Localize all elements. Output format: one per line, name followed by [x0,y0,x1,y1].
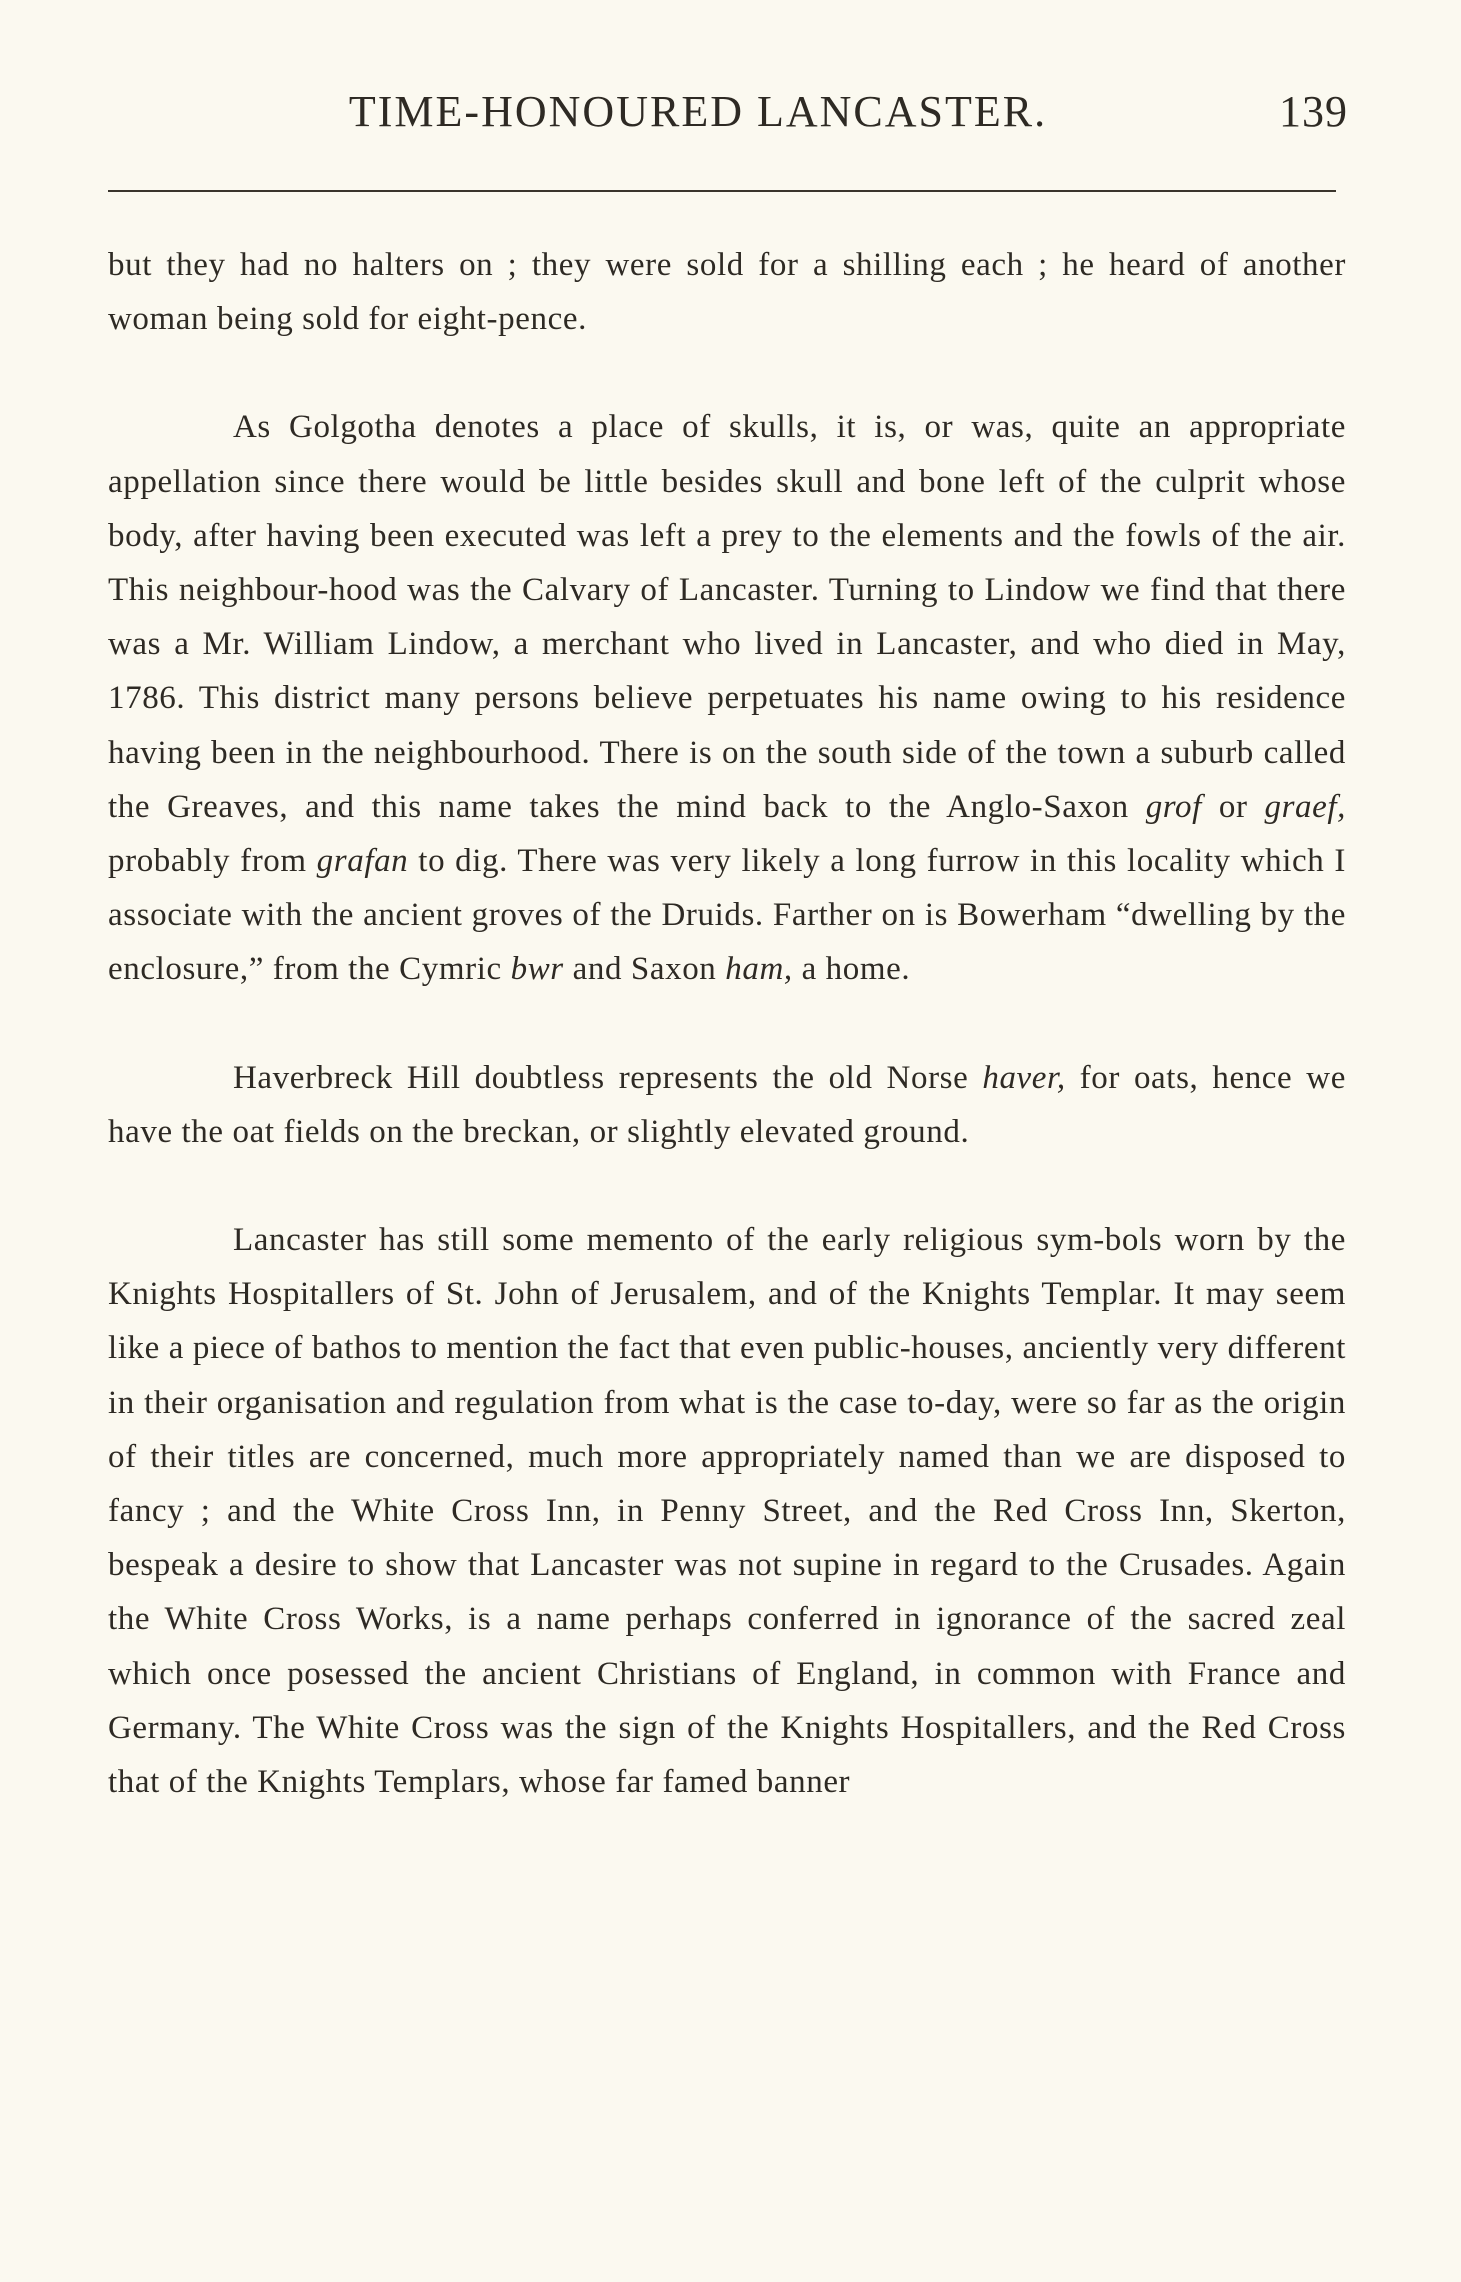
text-run: probably from [108,843,317,880]
body-text [108,238,1346,1809]
italic-term: grafan [316,843,409,880]
italic-term: grof [1145,788,1202,825]
page-number: 139 [1279,87,1348,136]
italic-term: haver, [982,1059,1066,1096]
italic-term: graef, [1264,788,1347,825]
text-run: Lancaster has still some memento of the early religious sym-bols worn by the Knights Hospitallers of St. John of Jerusalem, and of the Knights Templar. It may seem like a piece of bathos to mention the fact that even public-houses, anciently very different in their organisation and regulation from what is the case to-day, were so far as the origin of their titles are concerned, much more appropriately named than we are disposed to fancy ; and the White Cross Inn, in Penny Street, and the Red Cross Inn, Skerton, bespeak a desire to show that Lancaster was not supine in regard to the Crusades. Again the White Cross Works, is a name perhaps conferred in ignorance of the sacred zeal which once posessed the ancient Christians of England, in common with France and Germany. The White Cross was the sign of the Knights Hospitallers, and the Red Cross that of the Knights Templars, whose far famed banner [108,1222,1346,1801]
text-run: but they had no halters on ; they were sold for a shilling each ; he heard of another woman being sold for eight-pence. [108,247,1346,338]
text-run: Haverbreck Hill doubtless represents the old Norse [233,1059,983,1096]
text-run: or [1201,788,1265,825]
italic-term: bwr [510,951,564,988]
text-run: a home. [792,951,911,988]
text-run: for oats, hence we have the oat fields on the breckan, or slightly elevated ground. [108,1059,1346,1150]
paragraph-4 [108,1213,1346,1809]
running-head [108,82,1348,142]
text-run: As Golgotha denotes a place of skulls, it is, or was, quite an appropriate appellation since there would be little besides skull and bone left of the culprit whose body, after having been executed was left a prey to the elements and the fowls of the air. This neighbour-hood was the Calvary of Lancaster. Turning to Lindow we find that there was a Mr. William Lindow, a merchant who lived in Lancaster, and who died in May, 1786. This district many persons believe perpetuates his name owing to his residence having been in the neighbourhood. There is on the south side of the town a suburb called the Greaves, and this name takes the mind back to the Anglo-Saxon [108,409,1346,825]
running-title: TIME-HONOURED LANCASTER. [348,87,1048,136]
header-rule [108,190,1336,192]
italic-term: ham, [725,951,793,988]
text-run: to dig. There was very likely a long furrow in this locality which I associate with the ancient groves of the Druids. Farther on is Bowerham “dwelling by the enclosure,” from the Cymric [108,843,1346,988]
text-run: and Saxon [563,951,726,988]
paragraph-2 [108,400,1346,996]
paragraph-3 [108,1051,1346,1159]
paragraph-1 [108,238,1346,346]
